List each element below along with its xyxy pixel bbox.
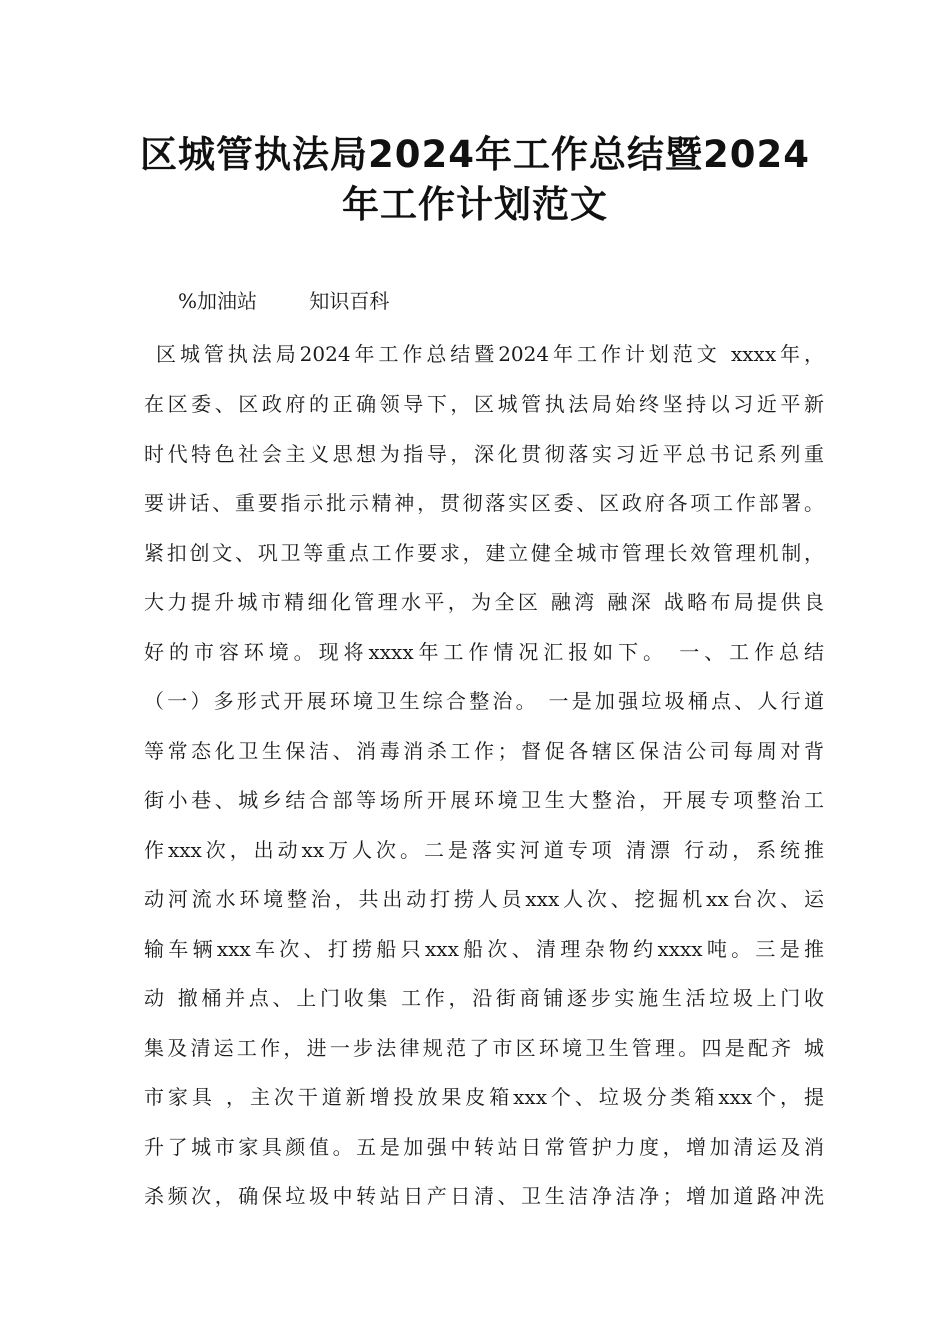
body-text-line: 街小巷、城乡结合部等场所开展环境卫生大整治，开展专项整治工 (144, 788, 824, 812)
body-text-line: 紧扣创文、巩卫等重点工作要求，建立健全城市管理长效管理机制， (144, 541, 824, 565)
body-text-line: 动河流水环境整治，共出动打捞人员xxx人次、挖掘机xx台次、运 (144, 887, 824, 911)
body-text-line: 时代特色社会主义思想为指导，深化贯彻落实习近平总书记系列重 (144, 442, 824, 466)
body-text-line: 动 撤桶并点、上门收集 工作，沿街商铺逐步实施生活垃圾上门收 (144, 986, 824, 1010)
body-text-line: 市家具 ，主次干道新增投放果皮箱xxx个、垃圾分类箱xxx个，提 (144, 1085, 824, 1109)
body-text-line: 杀频次，确保垃圾中转站日产日清、卫生洁净洁净；增加道路冲洗 (144, 1184, 824, 1208)
body-text-line: 输车辆xxx车次、打捞船只xxx船次、清理杂物约xxxx吨。三是推 (144, 937, 824, 961)
document-title-line-2: 年工作计划范文 (342, 183, 608, 226)
body-text-line: 好的市容环境。现将xxxx年工作情况汇报如下。 一、工作总结 (144, 640, 824, 664)
tag-label: 知识百科 (309, 289, 390, 313)
tag-label: %加油站 (178, 289, 258, 313)
document-title-line-1: 区城管执法局2024年工作总结暨2024 (140, 133, 810, 176)
document-tags (178, 287, 389, 315)
body-text-line: 作xxx次，出动xx万人次。二是落实河道专项 清漂 行动，系统推 (144, 838, 824, 862)
body-text-line: 在区委、区政府的正确领导下，区城管执法局始终坚持以习近平新 (144, 392, 824, 416)
body-text-line: 要讲话、重要指示批示精神，贯彻落实区委、区政府各项工作部署。 (144, 491, 824, 515)
body-text-line: （一）多形式开展环境卫生综合整治。 一是加强垃圾桶点、人行道 (144, 689, 824, 713)
body-text-line: 集及清运工作，进一步法律规范了市区环境卫生管理。四是配齐 城 (144, 1036, 824, 1060)
body-text-line: 等常态化卫生保洁、消毒消杀工作；督促各辖区保洁公司每周对背 (144, 739, 824, 763)
body-text-line: 大力提升城市精细化管理水平，为全区 融湾 融深 战略布局提供良 (144, 590, 824, 614)
body-text-line: 升了城市家具颜值。五是加强中转站日常管护力度，增加清运及消 (144, 1135, 824, 1159)
body-text-line: 区城管执法局2024年工作总结暨2024年工作计划范文 xxxx年， (156, 342, 824, 366)
